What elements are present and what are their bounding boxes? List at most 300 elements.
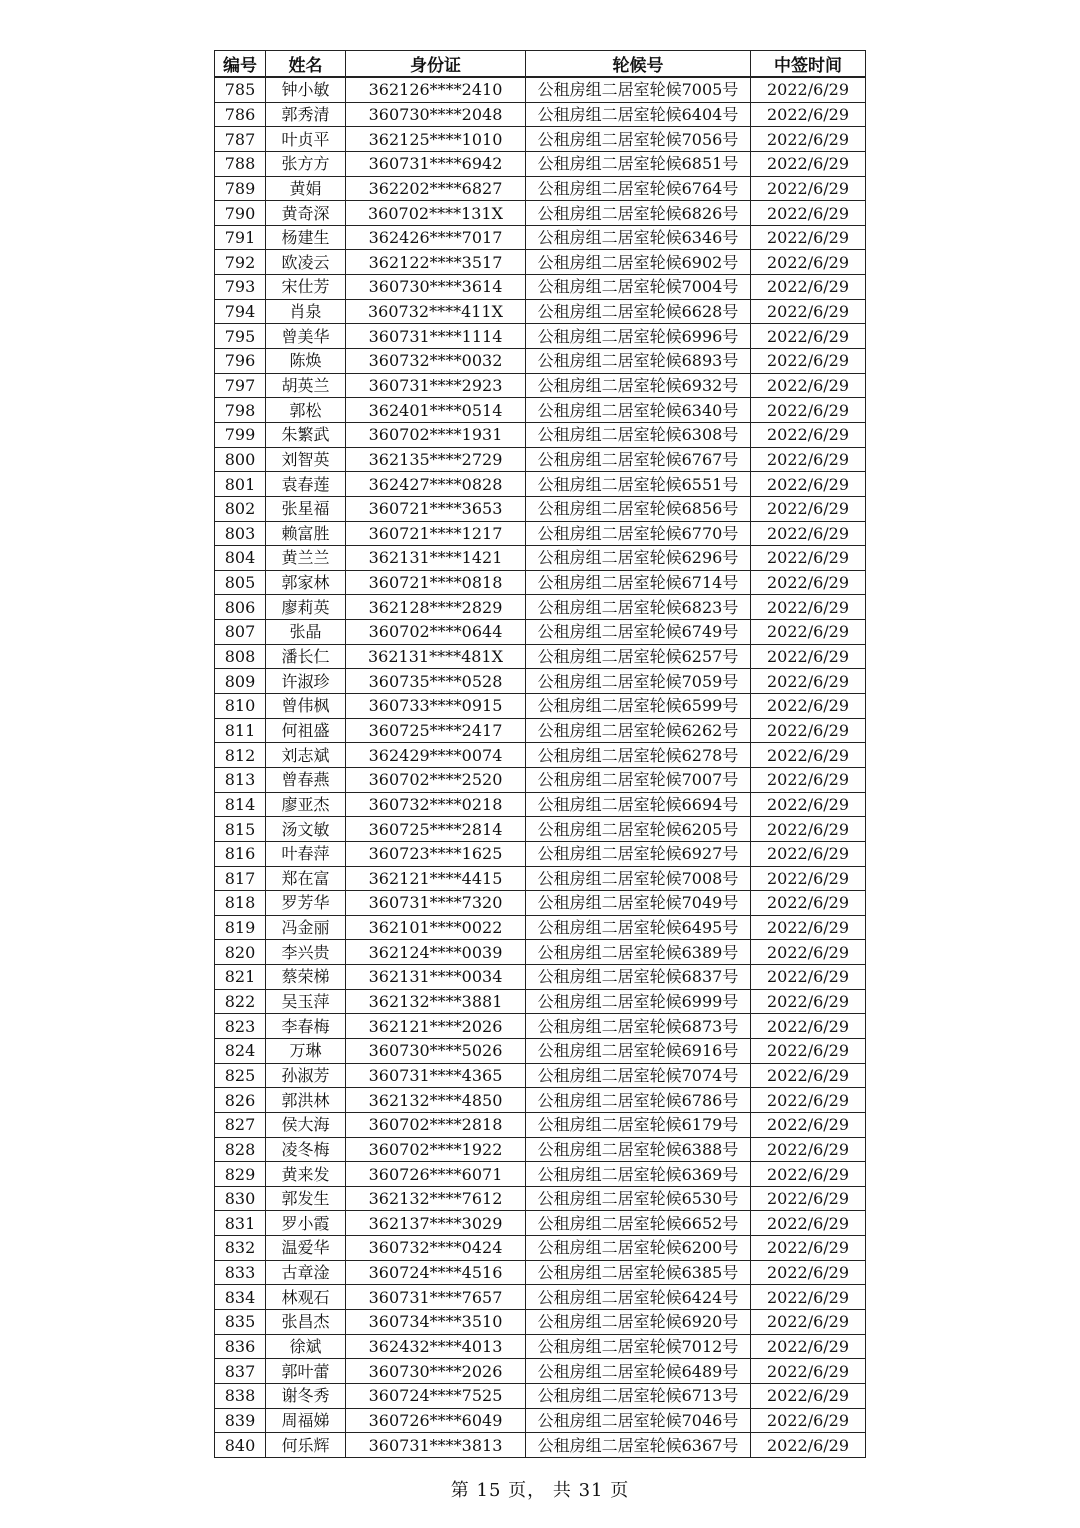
cell-signing-date: 2022/6/29 — [751, 1260, 866, 1285]
cell-number: 836 — [215, 1334, 266, 1359]
cell-number: 830 — [215, 1186, 266, 1211]
cell-queue-number: 公租房组二居室轮候7074号 — [526, 1063, 751, 1088]
cell-signing-date: 2022/6/29 — [751, 472, 866, 497]
cell-number: 819 — [215, 915, 266, 940]
table-row — [215, 373, 866, 398]
cell-queue-number: 公租房组二居室轮候6369号 — [526, 1162, 751, 1187]
cell-number: 823 — [215, 1014, 266, 1039]
cell-id-card: 360724****7525 — [346, 1383, 526, 1408]
cell-queue-number: 公租房组二居室轮候6893号 — [526, 349, 751, 374]
cell-name: 凌冬梅 — [266, 1137, 346, 1162]
cell-id-card: 362202****6827 — [346, 176, 526, 201]
cell-name: 万琳 — [266, 1038, 346, 1063]
cell-signing-date: 2022/6/29 — [751, 102, 866, 127]
table-row — [215, 940, 866, 965]
cell-number: 824 — [215, 1038, 266, 1063]
cell-signing-date: 2022/6/29 — [751, 1334, 866, 1359]
cell-name: 刘志斌 — [266, 743, 346, 768]
cell-number: 802 — [215, 496, 266, 521]
cell-name: 侯大海 — [266, 1112, 346, 1137]
cell-number: 808 — [215, 644, 266, 669]
cell-signing-date: 2022/6/29 — [751, 1063, 866, 1088]
cell-queue-number: 公租房组二居室轮候6851号 — [526, 151, 751, 176]
cell-queue-number: 公租房组二居室轮候6694号 — [526, 792, 751, 817]
cell-id-card: 360702****1931 — [346, 422, 526, 447]
cell-name: 郑在富 — [266, 866, 346, 891]
cell-signing-date: 2022/6/29 — [751, 743, 866, 768]
table-row — [215, 1186, 866, 1211]
table-row — [215, 472, 866, 497]
cell-signing-date: 2022/6/29 — [751, 915, 866, 940]
cell-name: 赖富胜 — [266, 521, 346, 546]
cell-id-card: 362125****1010 — [346, 127, 526, 152]
cell-signing-date: 2022/6/29 — [751, 767, 866, 792]
cell-number: 814 — [215, 792, 266, 817]
cell-id-card: 360734****3510 — [346, 1310, 526, 1335]
cell-queue-number: 公租房组二居室轮候6932号 — [526, 373, 751, 398]
table-row — [215, 447, 866, 472]
cell-name: 汤文敏 — [266, 817, 346, 842]
cell-queue-number: 公租房组二居室轮候6628号 — [526, 299, 751, 324]
table-row — [215, 1162, 866, 1187]
cell-queue-number: 公租房组二居室轮候7012号 — [526, 1334, 751, 1359]
cell-queue-number: 公租房组二居室轮候6367号 — [526, 1433, 751, 1458]
cell-number: 831 — [215, 1211, 266, 1236]
cell-number: 813 — [215, 767, 266, 792]
cell-queue-number: 公租房组二居室轮候6826号 — [526, 201, 751, 226]
table-row — [215, 496, 866, 521]
cell-queue-number: 公租房组二居室轮候6856号 — [526, 496, 751, 521]
table-header — [215, 51, 866, 78]
cell-number: 815 — [215, 817, 266, 842]
cell-number: 799 — [215, 422, 266, 447]
cell-signing-date: 2022/6/29 — [751, 792, 866, 817]
cell-name: 郭秀清 — [266, 102, 346, 127]
cell-signing-date: 2022/6/29 — [751, 718, 866, 743]
cell-signing-date: 2022/6/29 — [751, 1285, 866, 1310]
cell-signing-date: 2022/6/29 — [751, 841, 866, 866]
cell-signing-date: 2022/6/29 — [751, 324, 866, 349]
cell-queue-number: 公租房组二居室轮候6340号 — [526, 398, 751, 423]
cell-number: 821 — [215, 965, 266, 990]
header-name: 姓名 — [266, 51, 346, 78]
cell-queue-number: 公租房组二居室轮候6424号 — [526, 1285, 751, 1310]
cell-id-card: 360731****3813 — [346, 1433, 526, 1458]
cell-id-card: 362122****3517 — [346, 250, 526, 275]
cell-queue-number: 公租房组二居室轮候6296号 — [526, 546, 751, 571]
cell-number: 807 — [215, 620, 266, 645]
cell-number: 791 — [215, 225, 266, 250]
cell-name: 张星福 — [266, 496, 346, 521]
cell-number: 797 — [215, 373, 266, 398]
cell-name: 孙淑芳 — [266, 1063, 346, 1088]
cell-id-card: 360726****6071 — [346, 1162, 526, 1187]
cell-number: 795 — [215, 324, 266, 349]
cell-queue-number: 公租房组二居室轮候6262号 — [526, 718, 751, 743]
cell-id-card: 360721****3653 — [346, 496, 526, 521]
table-row — [215, 1334, 866, 1359]
cell-queue-number: 公租房组二居室轮候6489号 — [526, 1359, 751, 1384]
cell-signing-date: 2022/6/29 — [751, 546, 866, 571]
cell-number: 793 — [215, 275, 266, 300]
header-queue-number: 轮候号 — [526, 51, 751, 78]
cell-queue-number: 公租房组二居室轮候6767号 — [526, 447, 751, 472]
cell-id-card: 360732****0424 — [346, 1236, 526, 1261]
cell-number: 796 — [215, 349, 266, 374]
cell-queue-number: 公租房组二居室轮候7049号 — [526, 891, 751, 916]
cell-signing-date: 2022/6/29 — [751, 1162, 866, 1187]
cell-id-card: 360731****4365 — [346, 1063, 526, 1088]
cell-name: 钟小敏 — [266, 77, 346, 102]
cell-number: 818 — [215, 891, 266, 916]
cell-number: 833 — [215, 1260, 266, 1285]
cell-signing-date: 2022/6/29 — [751, 595, 866, 620]
cell-queue-number: 公租房组二居室轮候6308号 — [526, 422, 751, 447]
cell-queue-number: 公租房组二居室轮候6927号 — [526, 841, 751, 866]
cell-name: 何祖盛 — [266, 718, 346, 743]
table-row — [215, 225, 866, 250]
table-row — [215, 201, 866, 226]
table-row — [215, 77, 866, 102]
cell-signing-date: 2022/6/29 — [751, 1433, 866, 1458]
cell-signing-date: 2022/6/29 — [751, 1088, 866, 1113]
table-body — [215, 77, 866, 1457]
cell-id-card: 360733****0915 — [346, 694, 526, 719]
cell-id-card: 360730****2048 — [346, 102, 526, 127]
table-row — [215, 1112, 866, 1137]
table-row — [215, 570, 866, 595]
cell-id-card: 360702****131X — [346, 201, 526, 226]
cell-number: 816 — [215, 841, 266, 866]
cell-name: 许淑珍 — [266, 669, 346, 694]
table-row — [215, 1408, 866, 1433]
cell-name: 罗小霞 — [266, 1211, 346, 1236]
table-row — [215, 767, 866, 792]
cell-id-card: 362429****0074 — [346, 743, 526, 768]
cell-queue-number: 公租房组二居室轮候6530号 — [526, 1186, 751, 1211]
cell-queue-number: 公租房组二居室轮候6200号 — [526, 1236, 751, 1261]
cell-id-card: 362121****2026 — [346, 1014, 526, 1039]
table-row — [215, 866, 866, 891]
cell-name: 徐斌 — [266, 1334, 346, 1359]
cell-number: 788 — [215, 151, 266, 176]
cell-number: 789 — [215, 176, 266, 201]
cell-number: 798 — [215, 398, 266, 423]
cell-name: 郭发生 — [266, 1186, 346, 1211]
cell-id-card: 362101****0022 — [346, 915, 526, 940]
table-row — [215, 176, 866, 201]
cell-number: 834 — [215, 1285, 266, 1310]
cell-queue-number: 公租房组二居室轮候6837号 — [526, 965, 751, 990]
table-row — [215, 595, 866, 620]
cell-number: 822 — [215, 989, 266, 1014]
cell-number: 820 — [215, 940, 266, 965]
cell-signing-date: 2022/6/29 — [751, 1211, 866, 1236]
cell-id-card: 360731****7320 — [346, 891, 526, 916]
cell-queue-number: 公租房组二居室轮候7008号 — [526, 866, 751, 891]
cell-id-card: 362128****2829 — [346, 595, 526, 620]
cell-name: 廖莉英 — [266, 595, 346, 620]
cell-queue-number: 公租房组二居室轮候6713号 — [526, 1383, 751, 1408]
table-row — [215, 718, 866, 743]
table-row — [215, 620, 866, 645]
cell-signing-date: 2022/6/29 — [751, 1186, 866, 1211]
table-row — [215, 1211, 866, 1236]
header-number: 编号 — [215, 51, 266, 78]
cell-signing-date: 2022/6/29 — [751, 77, 866, 102]
table-row — [215, 841, 866, 866]
cell-queue-number: 公租房组二居室轮候7056号 — [526, 127, 751, 152]
cell-queue-number: 公租房组二居室轮候7007号 — [526, 767, 751, 792]
table-row — [215, 1088, 866, 1113]
cell-signing-date: 2022/6/29 — [751, 349, 866, 374]
cell-signing-date: 2022/6/29 — [751, 1038, 866, 1063]
table-row — [215, 250, 866, 275]
cell-number: 826 — [215, 1088, 266, 1113]
cell-signing-date: 2022/6/29 — [751, 250, 866, 275]
table-row — [215, 1433, 866, 1458]
cell-signing-date: 2022/6/29 — [751, 620, 866, 645]
cell-id-card: 362131****1421 — [346, 546, 526, 571]
cell-name: 张方方 — [266, 151, 346, 176]
table-row — [215, 521, 866, 546]
table-row — [215, 1014, 866, 1039]
cell-signing-date: 2022/6/29 — [751, 176, 866, 201]
cell-signing-date: 2022/6/29 — [751, 965, 866, 990]
cell-id-card: 360702****1922 — [346, 1137, 526, 1162]
cell-signing-date: 2022/6/29 — [751, 1359, 866, 1384]
table-row — [215, 644, 866, 669]
cell-name: 曾伟枫 — [266, 694, 346, 719]
cell-queue-number: 公租房组二居室轮候6786号 — [526, 1088, 751, 1113]
cell-name: 黄娟 — [266, 176, 346, 201]
cell-id-card: 360730****3614 — [346, 275, 526, 300]
cell-name: 欧凌云 — [266, 250, 346, 275]
cell-signing-date: 2022/6/29 — [751, 694, 866, 719]
cell-name: 罗芳华 — [266, 891, 346, 916]
cell-name: 何乐辉 — [266, 1433, 346, 1458]
cell-signing-date: 2022/6/29 — [751, 891, 866, 916]
cell-name: 胡英兰 — [266, 373, 346, 398]
cell-id-card: 360731****7657 — [346, 1285, 526, 1310]
cell-id-card: 362131****481X — [346, 644, 526, 669]
cell-queue-number: 公租房组二居室轮候6996号 — [526, 324, 751, 349]
header-signing-date: 中签时间 — [751, 51, 866, 78]
cell-queue-number: 公租房组二居室轮候6916号 — [526, 1038, 751, 1063]
cell-signing-date: 2022/6/29 — [751, 1137, 866, 1162]
cell-id-card: 362432****4013 — [346, 1334, 526, 1359]
cell-signing-date: 2022/6/29 — [751, 1236, 866, 1261]
cell-signing-date: 2022/6/29 — [751, 989, 866, 1014]
table-row — [215, 965, 866, 990]
cell-id-card: 362426****7017 — [346, 225, 526, 250]
cell-queue-number: 公租房组二居室轮候6495号 — [526, 915, 751, 940]
table-row — [215, 102, 866, 127]
table-row — [215, 891, 866, 916]
cell-queue-number: 公租房组二居室轮候7046号 — [526, 1408, 751, 1433]
cell-name: 李春梅 — [266, 1014, 346, 1039]
table-row — [215, 422, 866, 447]
cell-queue-number: 公租房组二居室轮候6179号 — [526, 1112, 751, 1137]
cell-name: 李兴贵 — [266, 940, 346, 965]
table-row — [215, 324, 866, 349]
cell-number: 829 — [215, 1162, 266, 1187]
cell-name: 宋仕芳 — [266, 275, 346, 300]
cell-id-card: 362132****3881 — [346, 989, 526, 1014]
table-row — [215, 127, 866, 152]
cell-id-card: 362126****2410 — [346, 77, 526, 102]
cell-number: 805 — [215, 570, 266, 595]
cell-number: 809 — [215, 669, 266, 694]
cell-id-card: 360731****6942 — [346, 151, 526, 176]
cell-signing-date: 2022/6/29 — [751, 1014, 866, 1039]
cell-signing-date: 2022/6/29 — [751, 669, 866, 694]
cell-number: 787 — [215, 127, 266, 152]
cell-queue-number: 公租房组二居室轮候6873号 — [526, 1014, 751, 1039]
table-row — [215, 1038, 866, 1063]
table-row — [215, 1383, 866, 1408]
cell-id-card: 360725****2814 — [346, 817, 526, 842]
cell-number: 838 — [215, 1383, 266, 1408]
cell-name: 谢冬秀 — [266, 1383, 346, 1408]
table-row — [215, 1260, 866, 1285]
cell-id-card: 362121****4415 — [346, 866, 526, 891]
cell-queue-number: 公租房组二居室轮候6902号 — [526, 250, 751, 275]
cell-queue-number: 公租房组二居室轮候6920号 — [526, 1310, 751, 1335]
cell-signing-date: 2022/6/29 — [751, 1408, 866, 1433]
cell-name: 吴玉萍 — [266, 989, 346, 1014]
cell-signing-date: 2022/6/29 — [751, 447, 866, 472]
cell-id-card: 360721****0818 — [346, 570, 526, 595]
table-row — [215, 151, 866, 176]
cell-signing-date: 2022/6/29 — [751, 127, 866, 152]
cell-id-card: 362135****2729 — [346, 447, 526, 472]
table-row — [215, 989, 866, 1014]
cell-name: 黄来发 — [266, 1162, 346, 1187]
cell-name: 蔡荣梯 — [266, 965, 346, 990]
cell-signing-date: 2022/6/29 — [751, 373, 866, 398]
cell-queue-number: 公租房组二居室轮候6770号 — [526, 521, 751, 546]
cell-name: 郭家林 — [266, 570, 346, 595]
cell-name: 郭洪林 — [266, 1088, 346, 1113]
cell-number: 804 — [215, 546, 266, 571]
page-number: 第 15 页， 共 31 页 — [450, 1480, 630, 1501]
cell-name: 郭松 — [266, 398, 346, 423]
table-row — [215, 1137, 866, 1162]
cell-id-card: 360731****2923 — [346, 373, 526, 398]
cell-number: 825 — [215, 1063, 266, 1088]
cell-id-card: 360702****2818 — [346, 1112, 526, 1137]
cell-queue-number: 公租房组二居室轮候7005号 — [526, 77, 751, 102]
cell-number: 811 — [215, 718, 266, 743]
cell-queue-number: 公租房组二居室轮候6599号 — [526, 694, 751, 719]
cell-name: 黄兰兰 — [266, 546, 346, 571]
cell-signing-date: 2022/6/29 — [751, 398, 866, 423]
cell-signing-date: 2022/6/29 — [751, 817, 866, 842]
cell-signing-date: 2022/6/29 — [751, 940, 866, 965]
table-row — [215, 1236, 866, 1261]
cell-queue-number: 公租房组二居室轮候6999号 — [526, 989, 751, 1014]
cell-id-card: 360732****0032 — [346, 349, 526, 374]
cell-signing-date: 2022/6/29 — [751, 521, 866, 546]
table-row — [215, 1310, 866, 1335]
cell-id-card: 360721****1217 — [346, 521, 526, 546]
lottery-results-table — [214, 50, 866, 1458]
cell-signing-date: 2022/6/29 — [751, 866, 866, 891]
cell-queue-number: 公租房组二居室轮候6388号 — [526, 1137, 751, 1162]
table-row — [215, 1285, 866, 1310]
cell-name: 郭叶蕾 — [266, 1359, 346, 1384]
cell-queue-number: 公租房组二居室轮候6278号 — [526, 743, 751, 768]
cell-id-card: 362137****3029 — [346, 1211, 526, 1236]
cell-signing-date: 2022/6/29 — [751, 496, 866, 521]
cell-signing-date: 2022/6/29 — [751, 422, 866, 447]
table-row — [215, 792, 866, 817]
cell-number: 828 — [215, 1137, 266, 1162]
cell-queue-number: 公租房组二居室轮候6551号 — [526, 472, 751, 497]
cell-name: 冯金丽 — [266, 915, 346, 940]
cell-id-card: 360730****2026 — [346, 1359, 526, 1384]
cell-number: 840 — [215, 1433, 266, 1458]
cell-signing-date: 2022/6/29 — [751, 1112, 866, 1137]
cell-queue-number: 公租房组二居室轮候6652号 — [526, 1211, 751, 1236]
cell-name: 叶贞平 — [266, 127, 346, 152]
cell-name: 曾春燕 — [266, 767, 346, 792]
cell-id-card: 362401****0514 — [346, 398, 526, 423]
cell-queue-number: 公租房组二居室轮候6764号 — [526, 176, 751, 201]
table-row — [215, 275, 866, 300]
table-row — [215, 1063, 866, 1088]
cell-queue-number: 公租房组二居室轮候7059号 — [526, 669, 751, 694]
cell-number: 803 — [215, 521, 266, 546]
table-row — [215, 669, 866, 694]
cell-id-card: 362132****4850 — [346, 1088, 526, 1113]
cell-name: 杨建生 — [266, 225, 346, 250]
header-row — [215, 51, 866, 78]
cell-name: 肖泉 — [266, 299, 346, 324]
cell-id-card: 360725****2417 — [346, 718, 526, 743]
cell-name: 刘智英 — [266, 447, 346, 472]
table-row — [215, 694, 866, 719]
cell-name: 张晶 — [266, 620, 346, 645]
cell-signing-date: 2022/6/29 — [751, 570, 866, 595]
cell-name: 黄奇深 — [266, 201, 346, 226]
cell-name: 曾美华 — [266, 324, 346, 349]
cell-name: 古章淦 — [266, 1260, 346, 1285]
cell-id-card: 362132****7612 — [346, 1186, 526, 1211]
cell-number: 837 — [215, 1359, 266, 1384]
cell-number: 810 — [215, 694, 266, 719]
cell-queue-number: 公租房组二居室轮候6749号 — [526, 620, 751, 645]
table-row — [215, 299, 866, 324]
cell-id-card: 360731****1114 — [346, 324, 526, 349]
cell-queue-number: 公租房组二居室轮候6346号 — [526, 225, 751, 250]
table-row — [215, 398, 866, 423]
header-id-card: 身份证 — [346, 51, 526, 78]
cell-id-card: 360724****4516 — [346, 1260, 526, 1285]
cell-queue-number: 公租房组二居室轮候6257号 — [526, 644, 751, 669]
cell-signing-date: 2022/6/29 — [751, 299, 866, 324]
cell-id-card: 360723****1625 — [346, 841, 526, 866]
cell-name: 温爱华 — [266, 1236, 346, 1261]
cell-number: 827 — [215, 1112, 266, 1137]
cell-number: 790 — [215, 201, 266, 226]
cell-id-card: 360732****411X — [346, 299, 526, 324]
cell-name: 林观石 — [266, 1285, 346, 1310]
cell-number: 800 — [215, 447, 266, 472]
cell-queue-number: 公租房组二居室轮候6205号 — [526, 817, 751, 842]
cell-number: 792 — [215, 250, 266, 275]
